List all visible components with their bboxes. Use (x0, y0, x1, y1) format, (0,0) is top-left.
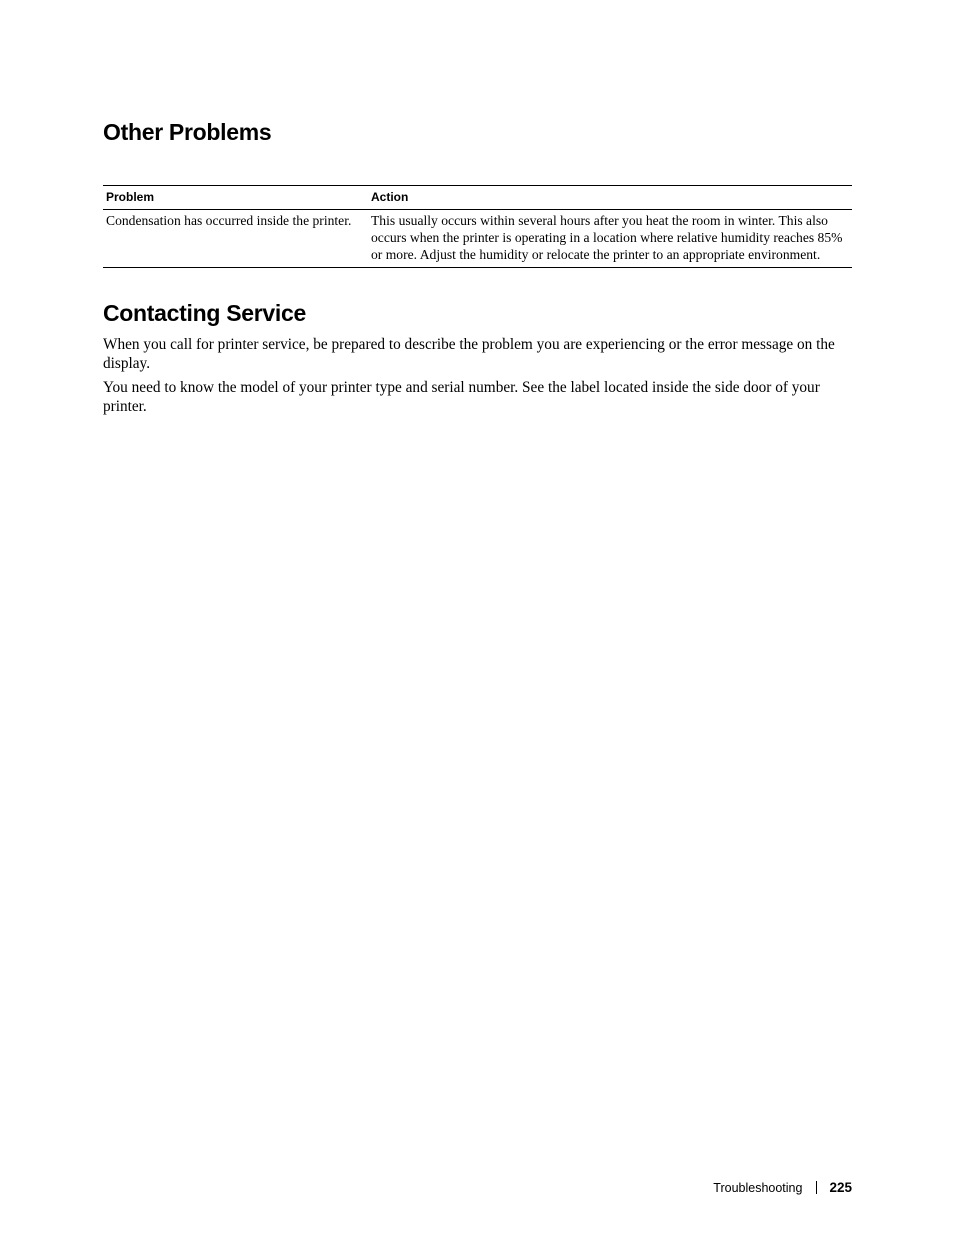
page-number: 225 (829, 1180, 852, 1195)
table-cell-action: This usually occurs within several hours after you heat the room in winter. This also occurs when the printer is operating in a location where relative humidity reaches 85% or more. Adjust the humidity or relocate the printer to an appropriate environment. (368, 210, 852, 268)
column-header-problem: Problem (103, 186, 368, 210)
footer-divider (816, 1181, 817, 1194)
body-paragraph: You need to know the model of your printer type and serial number. See the label located inside the side door of your printer. (103, 379, 820, 415)
page-footer (713, 1180, 852, 1195)
table-cell-problem: Condensation has occurred inside the printer. (103, 210, 368, 268)
heading-other-problems: Other Problems (103, 119, 272, 145)
heading-contacting-service: Contacting Service (103, 300, 306, 326)
column-header-action: Action (368, 186, 852, 210)
footer-section-name: Troubleshooting (713, 1180, 803, 1195)
problem-action-table (103, 185, 852, 268)
table-row (103, 210, 852, 268)
body-paragraph: When you call for printer service, be prepared to describe the problem you are experiencing or the error message on the display. (103, 336, 835, 372)
table-header-row (103, 186, 852, 210)
